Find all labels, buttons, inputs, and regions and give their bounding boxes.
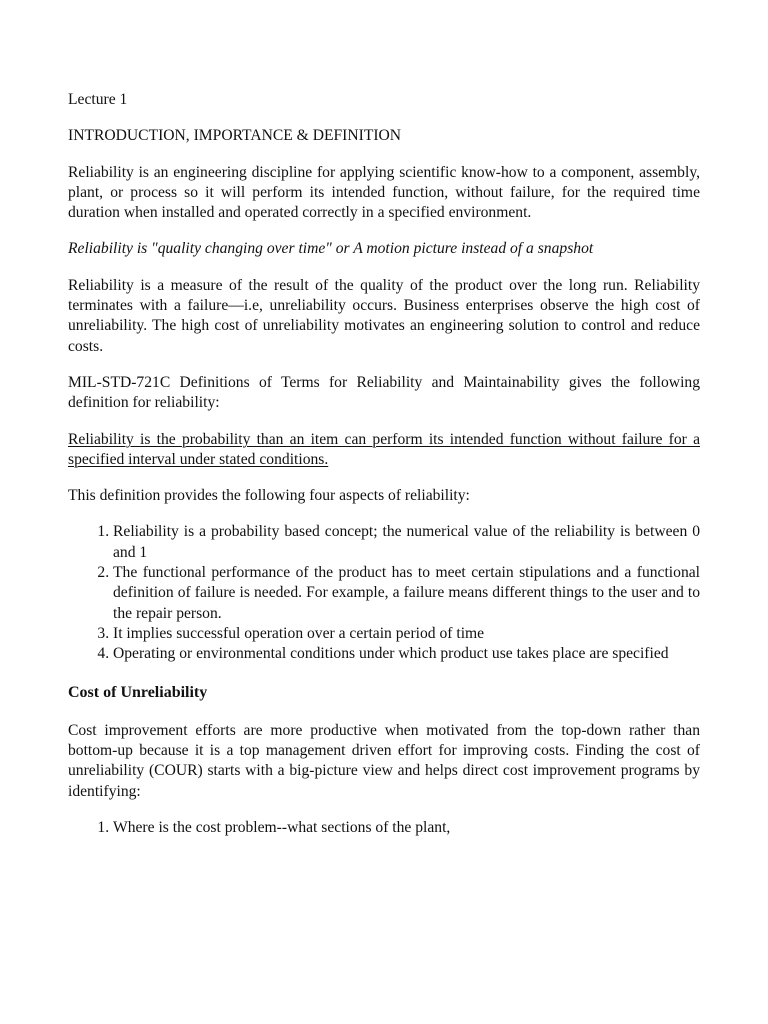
lecture-label: Lecture 1 [68, 91, 128, 108]
section-title: INTRODUCTION, IMPORTANCE & DEFINITION [68, 127, 402, 145]
list-item: 1. Where is the cost problem--what sections of the plant, [113, 818, 700, 838]
definition-paragraph: Reliability is the probability than an item can perform its intended function without failure for a specified interval under stated conditions. [68, 430, 700, 468]
list-item: 3. It implies successful operation over a certain period of time [113, 624, 700, 644]
quote-paragraph: Reliability is "quality changing over time" or A motion picture instead of a snapshot [68, 240, 594, 258]
cost-paragraph: Cost improvement efforts are more productive when motivated from the top-down rather than bottom-up because it is a top management driven effort for improving costs. Finding the cost of unreliability (COUR) starts with a big-picture view and helps direct cost improvement programs by identifying: [68, 721, 700, 800]
list-item: 4. Operating or environmental conditions under which product use takes place are specified [113, 644, 700, 664]
aspects-list [68, 522, 700, 664]
measure-paragraph: Reliability is a measure of the result of the quality of the product over the long run. Reliability terminates with a failure—i.e, unreliability occurs. Business enterprises observe the high cost of unreliability. The high cost of unreliability motivates an engineering solution to control and reduce costs. [68, 276, 700, 355]
intro-paragraph: Reliability is an engineering discipline for applying scientific know-how to a component, assembly, plant, or process so it will perform its intended function, without failure, for the required time duration when installed and operated correctly in a specified environment. [68, 163, 700, 222]
list-item: 2. The functional performance of the product has to meet certain stipulations and a functional definition of failure is needed. For example, a failure means different things to the user and to the repair person. [113, 563, 700, 624]
cost-heading: Cost of Unreliability [68, 683, 208, 701]
aspects-intro: This definition provides the following four aspects of reliability: [68, 487, 470, 505]
milstd-paragraph: MIL-STD-721C Definitions of Terms for Reliability and Maintainability gives the following definition for reliability: [68, 373, 700, 412]
document-page [68, 90, 700, 856]
cost-list [68, 818, 700, 838]
list-item: 1. Reliability is a probability based concept; the numerical value of the reliability is between 0 and 1 [113, 522, 700, 563]
